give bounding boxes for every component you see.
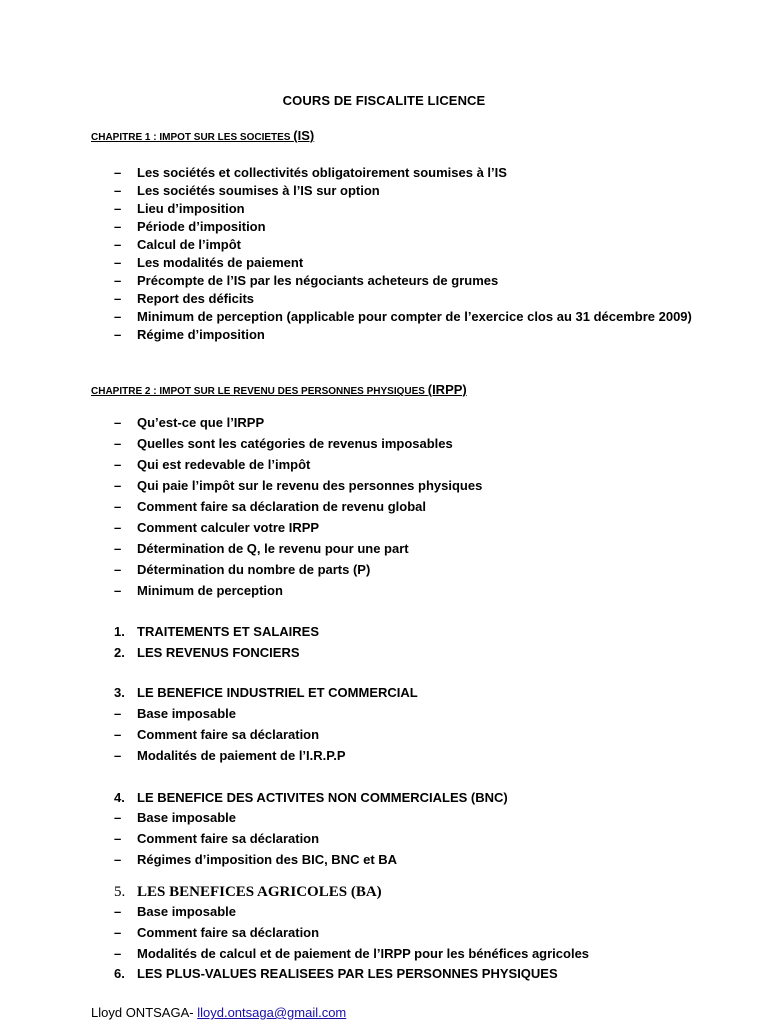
chapter-1-label: CHAPITRE 1 : IMPOT SUR LES SOCIETES bbox=[91, 132, 291, 143]
list-item: – Qu’est-ce que l’IRPP bbox=[114, 415, 265, 430]
list-item: – Comment faire sa déclaration de revenu global bbox=[114, 499, 426, 514]
footer bbox=[91, 1005, 346, 1020]
chapter-2-heading bbox=[91, 382, 467, 397]
chapter-1-heading bbox=[91, 128, 314, 143]
chapter-2-label: CHAPITRE 2 : IMPOT SUR LE REVENU DES PERSONNES PHYSIQUES bbox=[91, 386, 425, 397]
list-item: – Comment calculer votre IRPP bbox=[114, 520, 320, 535]
list-item: – Base imposable bbox=[114, 810, 236, 825]
list-item: – Modalités de paiement de l’I.R.P.P bbox=[114, 748, 346, 763]
list-item: – Les sociétés soumises à l’IS sur option bbox=[114, 183, 380, 198]
list-item: – Quelles sont les catégories de revenus imposables bbox=[114, 436, 453, 451]
list-item: – Base imposable bbox=[114, 904, 236, 919]
section-5: 5. LES BENEFICES AGRICOLES (BA) bbox=[114, 884, 382, 900]
list-item: – Base imposable bbox=[114, 706, 236, 721]
list-item: – Régimes d’imposition des BIC, BNC et BA bbox=[114, 852, 398, 867]
list-item: – Détermination du nombre de parts (P) bbox=[114, 562, 371, 577]
section-1: 1. TRAITEMENTS ET SALAIRES bbox=[114, 624, 320, 639]
list-item: – Comment faire sa déclaration bbox=[114, 925, 320, 940]
list-item: – Les modalités de paiement bbox=[114, 255, 304, 270]
footer-email-link[interactable]: lloyd.ontsaga@gmail.com bbox=[197, 1005, 347, 1020]
chapter-1-abbr: (IS) bbox=[293, 128, 315, 143]
footer-author: Lloyd ONTSAGA- bbox=[91, 1005, 194, 1020]
list-item: – Période d’imposition bbox=[114, 219, 266, 234]
section-6: 6. LES PLUS-VALUES REALISEES PAR LES PERSONNES PHYSIQUES bbox=[114, 966, 558, 981]
list-item: – Report des déficits bbox=[114, 291, 255, 306]
chapter-2-abbr: (IRPP) bbox=[427, 382, 467, 397]
list-item: – Calcul de l’impôt bbox=[114, 237, 242, 252]
list-item: – Lieu d’imposition bbox=[114, 201, 245, 216]
list-item: – Comment faire sa déclaration bbox=[114, 831, 320, 846]
list-item: – Les sociétés et collectivités obligatoirement soumises à l’IS bbox=[114, 165, 507, 180]
section-3: 3. LE BENEFICE INDUSTRIEL ET COMMERCIAL bbox=[114, 685, 418, 700]
list-item: – Précompte de l’IS par les négociants acheteurs de grumes bbox=[114, 273, 499, 288]
section-4: 4. LE BENEFICE DES ACTIVITES NON COMMERCIALES (BNC) bbox=[114, 790, 508, 805]
list-item: – Détermination de Q, le revenu pour une part bbox=[114, 541, 409, 556]
list-item: – Comment faire sa déclaration bbox=[114, 727, 320, 742]
list-item: – Minimum de perception bbox=[114, 583, 283, 598]
list-item: – Modalités de calcul et de paiement de l’IRPP pour les bénéfices agricoles bbox=[114, 946, 590, 961]
list-item: – Régime d’imposition bbox=[114, 327, 265, 342]
page-title: COURS DE FISCALITE LICENCE bbox=[282, 93, 486, 108]
list-item: – Minimum de perception (applicable pour compter de l’exercice clos au 31 décembre 2009) bbox=[114, 309, 692, 324]
list-item: – Qui est redevable de l’impôt bbox=[114, 457, 311, 472]
section-2: 2. LES REVENUS FONCIERS bbox=[114, 645, 300, 660]
list-item: – Qui paie l’impôt sur le revenu des personnes physiques bbox=[114, 478, 483, 493]
